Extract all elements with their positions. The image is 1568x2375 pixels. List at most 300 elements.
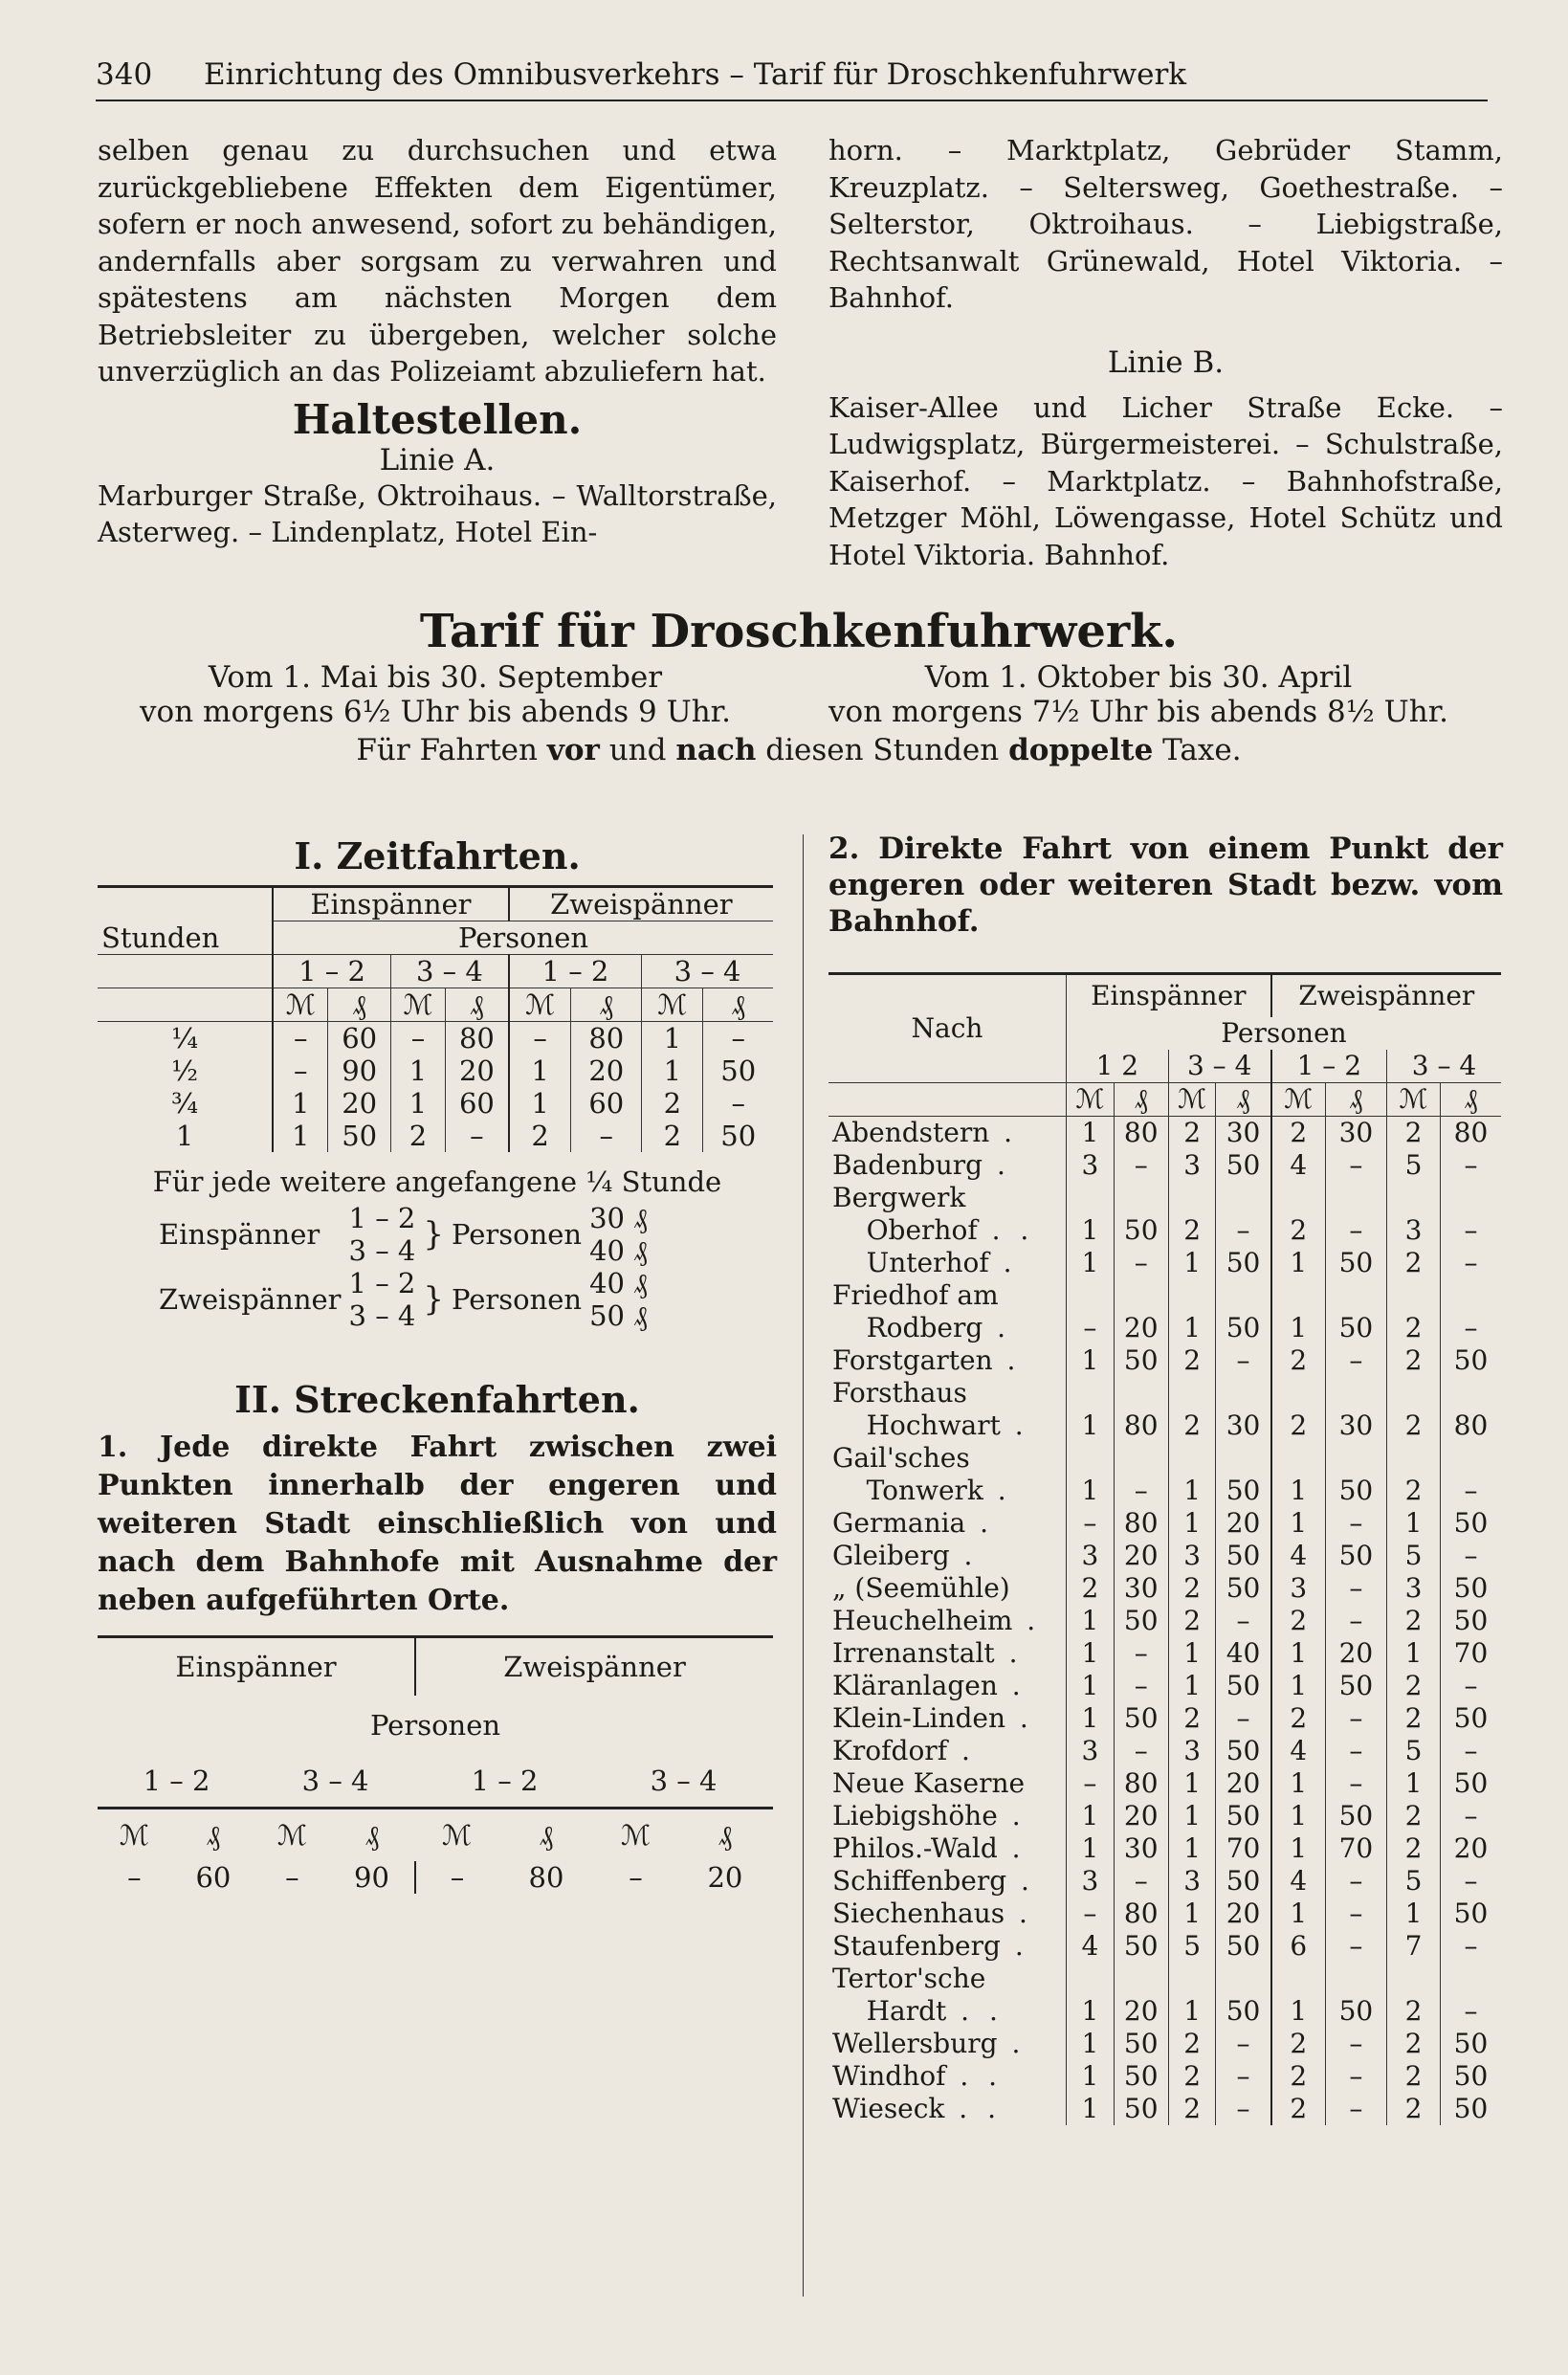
group-header: 3 – 4 [1386, 1050, 1501, 1083]
price-cell: – [1440, 1930, 1501, 1963]
leader-dots: . [1006, 1865, 1035, 1897]
destination-name: Unterhof [832, 1247, 989, 1278]
price-cell: 20 [1114, 1540, 1168, 1572]
destination-name: Forstgarten [832, 1344, 993, 1376]
night-note-d: Taxe. [1153, 733, 1242, 767]
price-cell: 80 [1440, 1409, 1501, 1442]
price-cell: 2 [1271, 1117, 1326, 1150]
destination-name: Irrenanstalt [832, 1637, 995, 1669]
unit-pf: ₰ [328, 988, 391, 1022]
destination-cell [828, 1377, 1067, 1409]
brace-glyph: } [423, 1280, 445, 1319]
price-cell: 7 [1386, 1930, 1440, 1963]
table-row [98, 1022, 773, 1055]
price-cell: 5 [1386, 1865, 1440, 1898]
price-cell: 1 [1067, 2093, 1115, 2125]
price-cell: 1 [1271, 1800, 1326, 1832]
group-header: 1 – 2 [1271, 1050, 1387, 1083]
price-cell [1216, 1963, 1271, 1995]
price-cell: 3 [1168, 1540, 1216, 1572]
price-cell [1114, 1377, 1168, 1409]
price-cell: 1 [1067, 1702, 1115, 1735]
price-cell: 50 [1440, 2028, 1501, 2060]
price-cell: 60 [571, 1087, 642, 1120]
price-cell: 2 [1386, 1117, 1440, 1150]
group-header: 1 2 [1067, 1050, 1169, 1083]
price-cell: 4 [1271, 1149, 1326, 1182]
price-cell: – [1114, 1670, 1168, 1702]
destination-cell [828, 1735, 1067, 1767]
unit-mark: ℳ [390, 988, 445, 1022]
unit-pf: ₰ [539, 1819, 554, 1852]
price-cell: 20 [707, 1861, 743, 1894]
table-row [828, 1149, 1501, 1182]
group-header: 1 – 2 [509, 955, 642, 988]
price-cell: 2 [1168, 1702, 1216, 1735]
price-cell: 1 [1067, 1670, 1115, 1702]
direkte-fahrt-table [828, 972, 1501, 2125]
price-cell: 50 [1216, 1247, 1271, 1279]
price-cell: 50 [1216, 1149, 1271, 1182]
price-cell: 1 [1168, 1670, 1216, 1702]
price-cell: 1 [1067, 1247, 1115, 1279]
destination-name: Gail'sches [832, 1442, 970, 1474]
price-cell: 1 [1168, 1767, 1216, 1800]
destination-cell [828, 1605, 1067, 1637]
price-cell: – [703, 1087, 773, 1120]
summer-hours: von morgens 6½ Uhr bis abends 9 Uhr. [140, 695, 731, 729]
price-cell: 80 [1114, 1409, 1168, 1442]
destination-name: Germania [832, 1507, 966, 1539]
price-cell: 30 [1216, 1409, 1271, 1442]
price-cell: 50 [1114, 1702, 1168, 1735]
destination-cell [828, 2028, 1067, 2060]
price-cell: 20 [1114, 1800, 1168, 1832]
price-cell: 2 [1168, 1605, 1216, 1637]
wagen-type: Einspänner [159, 1218, 320, 1251]
price-cell: 2 [1386, 1247, 1440, 1279]
table-row [828, 1507, 1501, 1540]
col-personen: Personen [273, 921, 773, 955]
price-cell: 3 [1271, 1572, 1326, 1605]
price-cell: – [1325, 2060, 1386, 2093]
table-row [828, 2028, 1501, 2060]
price-cell: 80 [1114, 1898, 1168, 1930]
price-cell: 20 [1114, 1995, 1168, 2028]
price-cell: 1 [1067, 2028, 1115, 2060]
price-cell: 3 [1067, 1735, 1115, 1767]
unit-mark: ℳ [1067, 1083, 1115, 1117]
price-cell: – [1325, 1767, 1386, 1800]
price-cell: 1 [1168, 1507, 1216, 1540]
price-cell: 1 [1271, 1832, 1326, 1865]
price-cell: 50 [1440, 1605, 1501, 1637]
table-row [828, 1572, 1501, 1605]
price-cell: – [1325, 1702, 1386, 1735]
price-cell [1114, 1279, 1168, 1312]
leader-dots: . [997, 1670, 1027, 1701]
leader-dots: . . [945, 2060, 1004, 2092]
group-header: 1 – 2 [273, 955, 390, 988]
price-cell [1271, 1963, 1326, 1995]
price-cell: 50 [1216, 1995, 1271, 2028]
leader-dots: . [997, 2028, 1027, 2059]
leader-dots: . . [977, 1214, 1035, 1246]
price-cell: – [1325, 1605, 1386, 1637]
left-top-column [98, 132, 777, 551]
col-nach: Nach [911, 1012, 983, 1044]
price-cell [1325, 1182, 1386, 1214]
price-cell: – [1440, 1247, 1501, 1279]
price-cell: 50 [1440, 1572, 1501, 1605]
price-cell: 30 [1114, 1832, 1168, 1865]
price-cell: 40 [1216, 1637, 1271, 1670]
destination-name: „ (Seemühle) [832, 1572, 1010, 1604]
destination-cell [828, 1312, 1067, 1344]
price-cell: – [390, 1022, 445, 1055]
price-cell [1067, 1963, 1115, 1995]
destination-name: Siechenhaus [832, 1898, 1005, 1929]
price-cell: 50 [1325, 1995, 1386, 2028]
price-cell: 80 [1114, 1767, 1168, 1800]
price-cell: – [1325, 1149, 1386, 1182]
table-row [828, 1930, 1501, 1963]
unit-mark: ℳ [1271, 1083, 1326, 1117]
price-cell: 1 [1168, 1312, 1216, 1344]
price-cell [1440, 1182, 1501, 1214]
price-cell: 2 [1271, 1605, 1326, 1637]
price-cell: 70 [1440, 1637, 1501, 1670]
price-cell: 30 [1325, 1409, 1386, 1442]
personen-label: Personen [452, 1283, 583, 1316]
destination-cell [828, 1442, 1067, 1475]
leader-dots: . [965, 1507, 995, 1539]
stunden-cell: ½ [170, 1054, 199, 1087]
price-cell: 2 [1386, 1605, 1440, 1637]
price-cell: 30 [1216, 1117, 1271, 1150]
destination-name: Gleiberg [832, 1540, 950, 1571]
price-cell [1386, 1442, 1440, 1475]
destination-cell [828, 1670, 1067, 1702]
unit-mark: ℳ [442, 1819, 473, 1852]
price-cell: 5 [1386, 1149, 1440, 1182]
price-cell [1440, 1279, 1501, 1312]
price-cell: 80 [1114, 1507, 1168, 1540]
price-cell: 2 [1386, 1312, 1440, 1344]
price-cell: 3 [1168, 1149, 1216, 1182]
table-row [828, 1767, 1501, 1800]
night-note-doppelte: doppelte [1008, 733, 1154, 767]
group-header: 3 – 4 [390, 955, 508, 988]
price-cell: 2 [642, 1087, 703, 1120]
col-personen: Personen [1067, 1017, 1502, 1050]
destination-name: Krofdorf [832, 1735, 948, 1766]
price-cell: 2 [1271, 2093, 1326, 2125]
price-cell: 1 [273, 1120, 328, 1152]
night-note-c: diesen Stunden [756, 733, 1009, 767]
price-cell: – [1114, 1475, 1168, 1507]
direkte-fahrt-heading: 2. Direkte Fahrt von einem Punkt der engeren oder weiteren Stadt bezw. vom Bahnhof. [828, 832, 1503, 939]
running-title: Einrichtung des Omnibusverkehrs – Tarif für Droschkenfuhrwerk [204, 57, 1187, 92]
price-cell: 40 ₰ [589, 1234, 648, 1267]
price-cell: 5 [1168, 1930, 1216, 1963]
destination-name: Wieseck [832, 2093, 945, 2124]
price-cell: – [1216, 2060, 1271, 2093]
table-row [98, 1054, 773, 1087]
price-cell: – [1440, 1670, 1501, 1702]
price-cell [1168, 1377, 1216, 1409]
table-row [98, 1120, 773, 1152]
price-cell: 2 [1168, 2093, 1216, 2125]
unit-pf: ₰ [206, 1819, 221, 1852]
price-cell: 2 [1168, 2028, 1216, 2060]
price-cell: – [446, 1120, 509, 1152]
price-cell: 2 [1386, 1344, 1440, 1377]
night-note-vor: vor [546, 733, 600, 767]
column-divider [803, 834, 804, 2297]
price-cell: 2 [1271, 1409, 1326, 1442]
weitere-label: Für jede weitere angefangene ¼ Stunde [152, 1165, 722, 1198]
destination-name: Badenburg [832, 1149, 983, 1181]
table-row [828, 2060, 1501, 2093]
price-cell: – [1440, 1214, 1501, 1247]
summer-period: Vom 1. Mai bis 30. September [208, 660, 663, 695]
price-cell: 3 [1067, 1865, 1115, 1898]
price-cell: 1 [642, 1022, 703, 1055]
price-cell: 1 [1271, 1507, 1326, 1540]
unit-pf: ₰ [446, 988, 509, 1022]
price-cell: – [571, 1120, 642, 1152]
leader-dots: . [1000, 1409, 1029, 1441]
table-row [828, 1832, 1501, 1865]
price-cell: – [1440, 1865, 1501, 1898]
price-cell: – [1325, 1344, 1386, 1377]
price-cell: 80 [571, 1022, 642, 1055]
destination-name: Tertor'sche [832, 1963, 986, 1994]
price-cell [1067, 1182, 1115, 1214]
zeitfahrten-table [98, 885, 773, 1152]
col-einspaenner: Einspänner [175, 1651, 337, 1683]
weitere-table [155, 1202, 651, 1332]
col-zweispaenner: Zweispänner [415, 1637, 773, 1697]
linie-a-text-right: horn. – Marktplatz, Gebrüder Stamm, Kreuzplatz. – Seltersweg, Goethestraße. – Selterstor, Oktroihaus. – Liebigstraße, Rechtsanwalt Grünewald, Hotel Viktoria. – Bahnhof. [828, 134, 1503, 314]
price-cell: 3 [1067, 1540, 1115, 1572]
price-cell: – [1216, 1605, 1271, 1637]
personen-range: 3 – 4 [348, 1299, 416, 1332]
table-row [98, 1087, 773, 1120]
price-cell [1386, 1279, 1440, 1312]
linie-a-text-left: Marburger Straße, Oktroihaus. – Walltorstraße, Asterweg. – Lindenplatz, Hotel Ein- [98, 478, 777, 548]
price-cell: 50 [1216, 1865, 1271, 1898]
price-cell: 2 [1386, 1995, 1440, 2028]
destination-name: Neue Kaserne [832, 1767, 1026, 1799]
destination-name: Staufenberg [832, 1930, 1001, 1962]
leader-dots: . [997, 1832, 1027, 1864]
destination-name: Friedhof am [832, 1279, 999, 1311]
night-note-nach: nach [675, 733, 757, 767]
col-stunden: Stunden [101, 921, 220, 954]
leader-dots: . [983, 1475, 1012, 1506]
price-cell: 20 [1216, 1507, 1271, 1540]
price-cell: 50 [1114, 2028, 1168, 2060]
destination-name: Klein-Linden [832, 1702, 1006, 1734]
price-cell: – [1216, 1214, 1271, 1247]
destination-cell [828, 1832, 1067, 1865]
destination-name: Forsthaus [832, 1377, 967, 1409]
price-cell: 3 [1386, 1572, 1440, 1605]
price-cell: 2 [1168, 1214, 1216, 1247]
price-cell: 1 [1271, 1475, 1326, 1507]
price-cell: – [1440, 1312, 1501, 1344]
group-header: 1 – 2 [143, 1765, 210, 1797]
price-cell: 3 [1168, 1735, 1216, 1767]
price-cell: – [1114, 1735, 1168, 1767]
price-cell: 1 [1168, 1800, 1216, 1832]
price-cell: 1 [273, 1087, 328, 1120]
price-cell: 80 [446, 1022, 509, 1055]
stunden-cell: ¾ [170, 1087, 199, 1120]
destination-name: Wellersburg [832, 2028, 998, 2059]
price-cell: – [1440, 1800, 1501, 1832]
price-cell: 50 [1114, 2093, 1168, 2125]
price-cell: 50 [1440, 1898, 1501, 1930]
destination-cell [828, 1149, 1067, 1182]
price-cell: 80 [528, 1861, 564, 1894]
price-cell: 50 [1216, 1312, 1271, 1344]
price-cell: 50 [1216, 1930, 1271, 1963]
price-cell: – [1067, 1507, 1115, 1540]
price-cell [1440, 1963, 1501, 1995]
price-cell: 20 [1216, 1898, 1271, 1930]
price-cell [1067, 1442, 1115, 1475]
price-cell [1216, 1442, 1271, 1475]
personen-label: Personen [452, 1218, 583, 1251]
intro-paragraph: selben genau zu durchsuchen und etwa zurückgebliebene Effekten dem Eigentümer, sofern er noch anwesend, sofort zu behändigen, andernfalls aber sorgsam zu verwahren und spätestens am nächsten Morgen dem Betriebsleiter zu übergeben, welcher solche unverzüglich an das Polizeiamt abzuliefern hat. [98, 134, 777, 388]
price-cell: 60 [446, 1087, 509, 1120]
price-cell: 5 [1386, 1735, 1440, 1767]
price-cell: 60 [195, 1861, 232, 1894]
winter-hours: von morgens 7½ Uhr bis abends 8½ Uhr. [828, 695, 1448, 729]
price-cell: 30 [1325, 1117, 1386, 1150]
price-cell: 1 [1067, 1409, 1115, 1442]
price-cell [1216, 1182, 1271, 1214]
unit-pf: ₰ [364, 1819, 380, 1852]
table-row [828, 1800, 1501, 1832]
price-cell [1168, 1442, 1216, 1475]
table-row [828, 2093, 1501, 2125]
price-cell: – [1325, 1898, 1386, 1930]
price-cell: 2 [1271, 1702, 1326, 1735]
price-cell [1114, 1182, 1168, 1214]
price-cell [1216, 1279, 1271, 1312]
price-cell: – [703, 1022, 773, 1055]
price-cell: 20 [328, 1087, 391, 1120]
price-cell: 2 [642, 1120, 703, 1152]
leader-dots: . [1005, 1898, 1033, 1929]
price-cell: – [1325, 1735, 1386, 1767]
price-cell [1440, 1377, 1501, 1409]
price-cell: 50 [1114, 2060, 1168, 2093]
price-cell: 1 [1271, 1670, 1326, 1702]
price-cell [1067, 1377, 1115, 1409]
price-cell: – [1325, 1214, 1386, 1247]
personen-range: 1 – 2 [348, 1267, 416, 1299]
price-cell: – [1325, 2028, 1386, 2060]
price-cell: 2 [1168, 1409, 1216, 1442]
price-cell: 2 [1386, 1409, 1440, 1442]
price-cell: 2 [1271, 1344, 1326, 1377]
price-cell: – [1325, 1930, 1386, 1963]
price-cell: 4 [1271, 1865, 1326, 1898]
leader-dots: . [997, 1800, 1027, 1831]
price-cell: – [1440, 1149, 1501, 1182]
price-cell: – [1440, 1475, 1501, 1507]
price-cell: – [127, 1861, 142, 1894]
price-cell: 2 [1168, 2060, 1216, 2093]
table-row [828, 1312, 1501, 1344]
price-cell: 50 [1216, 1475, 1271, 1507]
leader-dots: . [983, 1149, 1011, 1181]
price-cell: 20 [1325, 1637, 1386, 1670]
unit-mark: ℳ [642, 988, 703, 1022]
price-cell: 3 [1067, 1149, 1115, 1182]
table-row [155, 1202, 651, 1234]
table-row [828, 1279, 1501, 1312]
price-cell [1067, 1279, 1115, 1312]
price-cell: – [1216, 2028, 1271, 2060]
price-cell: – [1325, 2093, 1386, 2125]
price-cell: 50 [328, 1120, 391, 1152]
price-cell: 1 [1168, 1637, 1216, 1670]
price-cell: 4 [1271, 1540, 1326, 1572]
direkte-fahrt-section [828, 831, 1503, 2125]
destination-cell [828, 1963, 1067, 1995]
price-cell: – [1325, 1865, 1386, 1898]
price-cell: – [1216, 1702, 1271, 1735]
price-cell: 50 [1325, 1670, 1386, 1702]
price-cell: 1 [390, 1087, 445, 1120]
destination-cell [828, 1995, 1067, 2028]
price-cell: 50 [1216, 1572, 1271, 1605]
destination-cell [828, 1344, 1067, 1377]
table-row [828, 1442, 1501, 1475]
brace-glyph: } [423, 1215, 445, 1254]
price-cell: 50 [1216, 1735, 1271, 1767]
price-cell: – [1216, 2093, 1271, 2125]
destination-cell [828, 1865, 1067, 1898]
table-row [828, 1605, 1501, 1637]
price-cell: 1 [1067, 1637, 1115, 1670]
night-note-b: und [599, 733, 676, 767]
destination-cell [828, 1800, 1067, 1832]
table-row [828, 1377, 1501, 1409]
price-cell: 2 [1168, 1572, 1216, 1605]
price-cell: 6 [1271, 1930, 1326, 1963]
leader-dots: . [983, 1312, 1012, 1343]
price-cell: 20 [1114, 1312, 1168, 1344]
price-cell: – [1216, 1344, 1271, 1377]
price-cell: 1 [1168, 1475, 1216, 1507]
destination-name: Abendstern [832, 1117, 990, 1148]
price-cell: 2 [390, 1120, 445, 1152]
price-cell: 1 [1168, 1898, 1216, 1930]
price-cell: 1 [642, 1054, 703, 1087]
destination-cell [828, 2093, 1067, 2125]
destination-cell [828, 1637, 1067, 1670]
price-cell: 2 [509, 1120, 571, 1152]
price-cell: 30 [1114, 1572, 1168, 1605]
destination-cell [828, 2060, 1067, 2093]
